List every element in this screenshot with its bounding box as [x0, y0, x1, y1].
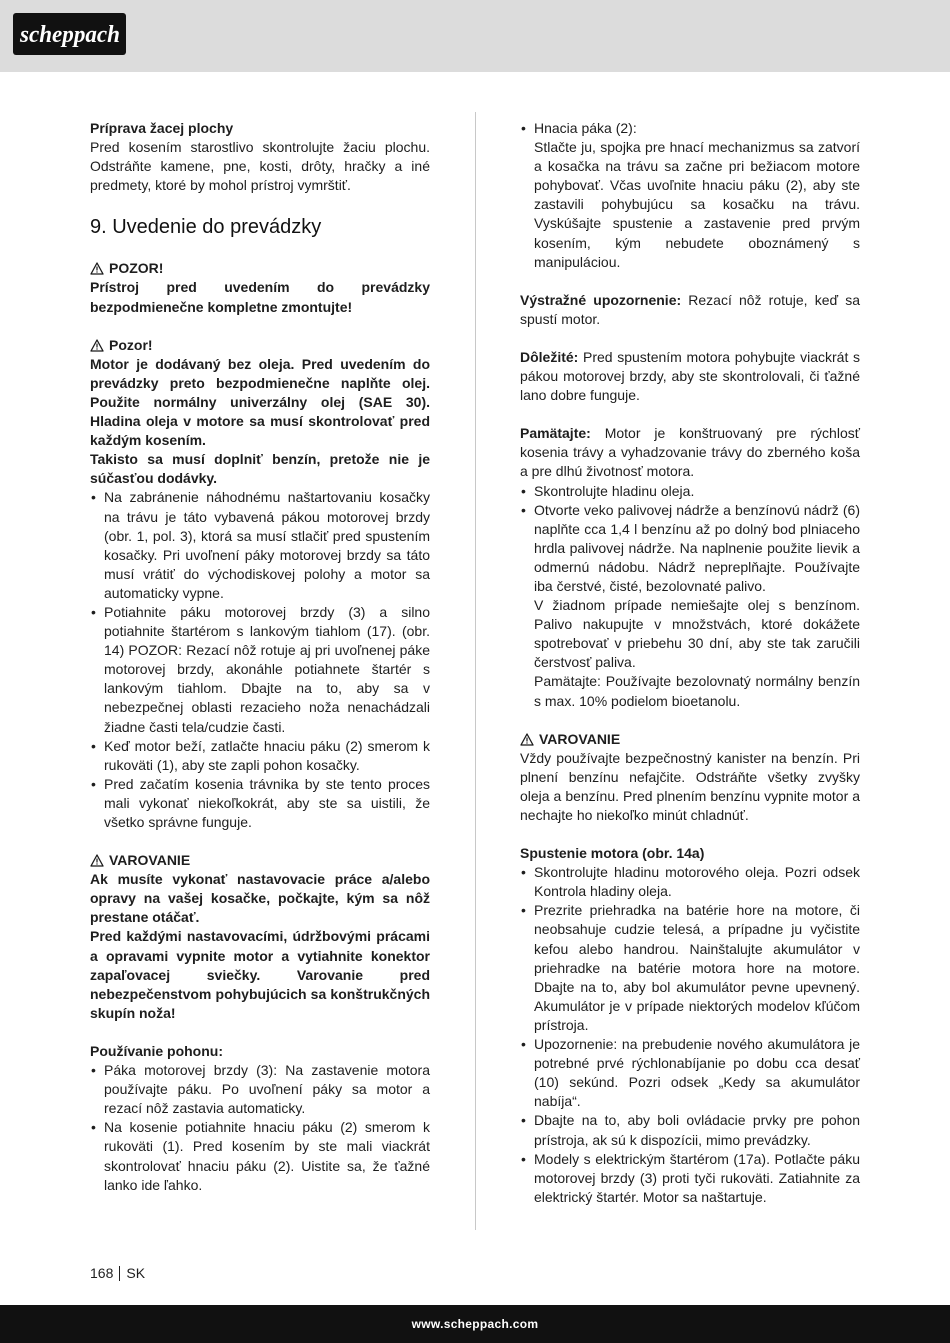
- page-footer: [90, 1265, 145, 1281]
- warning-notice-label: Výstražné upozornenie:: [520, 291, 682, 308]
- caution-text: Prístroj pred uvedením do prevádzky bezpodmienečne kompletne zmontujte!: [90, 279, 430, 315]
- warning-triangle-icon: [520, 733, 534, 746]
- caution-text: Motor je dodávaný bez oleja. Pred uvedením do prevádzky preto bezpodmienečne naplňte olej. Použite normálny univerzálny olej (SAE 30). Hladina oleja v motore sa musí skontrolovať pred každým kosením.: [90, 355, 430, 449]
- warning-text: Vždy používajte bezpečnostný kanister na benzín. Pri plnení benzínu nefajčite. Odstráňte všetky zvyšky oleja a benzínu. Pred plnením benzínu vypnite motor a nechajte ho niekoľko minút chladnúť.: [520, 749, 860, 823]
- brand-logo-wordmark: [16, 17, 124, 51]
- prep-heading: Príprava žacej plochy: [90, 120, 234, 136]
- bullet-list: [90, 488, 430, 832]
- warning-text: Ak musíte vykonať nastavovacie práce a/alebo opravy na vašej kosačke, počkajte, kým sa nôž prestane otáčať.: [90, 871, 430, 926]
- drive-lever-text: Stlačte ju, spojka pre hnací mechanizmus sa zatvorí a kosačka na trávu sa začne pri bežiacom motore pohybovať. Včas uvoľnite hnaciu páku (2), aby ste zastavili pohybujúcu sa kosačku na trávu. Vyskúšajte spustenie a zastavenie pred prvým kosením, kým nebudete oboznámený s manipuláciou.: [534, 139, 860, 270]
- warning-notice-text: Rezací nôž rotuje, keď sa spustí motor.: [520, 291, 860, 327]
- left-column: [90, 119, 430, 1195]
- important-note: [520, 348, 860, 405]
- list-item: • Modely s elektrickým štartérom (17a). Potlačte páku motorovej brzdy (3) proti tyči rukoväti. Zatiahnite za elektrický štartér. Motor sa naštartuje.: [520, 1150, 860, 1207]
- caution-text: Takisto sa musí doplniť benzín, pretože nie je súčasťou dodávky.: [90, 451, 430, 487]
- prep-text: Pred kosením starostlivo skontrolujte žaciu plochu. Odstráňte kamene, pne, kosti, drôty, hračky a iné predmety, ktoré by mohol prístroj vymrštiť.: [90, 139, 430, 194]
- fuel-text: • Otvorte veko palivovej nádrže a benzínovú nádrž (6) naplňte cca 1,4 l benzínu až po dolný bod plniaceho hrdla palivovej nádrže. Na naplnenie použite lievik a odmernú nádobu. Nádrž nepreplňajte. Používajte iba čerstvé, čisté, bezolovnaté palivo.: [534, 501, 860, 594]
- column-divider: [475, 112, 476, 1230]
- drive-heading: Používanie pohonu:: [90, 1042, 223, 1059]
- warning-heading: [520, 730, 860, 749]
- caution-label: POZOR!: [109, 260, 164, 277]
- list-item: • Páka motorovej brzdy (3): Na zastavenie motora používajte páku. Po uvoľnení páky sa motor a rezací nôž zastavia automaticky.: [90, 1061, 430, 1118]
- remember-note: [520, 424, 860, 481]
- important-label: Dôležité:: [520, 348, 579, 365]
- bullet-list: [520, 119, 860, 272]
- page-number: 168: [90, 1265, 114, 1281]
- list-item: • Na zabránenie náhodnému naštartovaniu kosačky na trávu je táto vybavená pákou motorovej brzdy (obr. 1, pol. 3), ktorá sa musí stlačiť pred spustením kosačky. Pri uvoľnení páky motorovej brzdy sa táto musí vrátiť do východiskovej polohy a motor sa automaticky vypne.: [90, 488, 430, 603]
- list-item: • Potiahnite páku motorovej brzdy (3) a silno potiahnite štartérom s lankovým tiahlom (17). (obr. 14) POZOR: Rezací nôž rotuje aj pri uvoľnenej páke motorovej brzdy, akonáhle potiahnete štartér s lankovým tiahlom. Dbajte na to, aby sa v nebezpečnej oblasti rezacieho noža nenachádzali žiadne časti tela/cudzie časti.: [90, 603, 430, 737]
- caution-heading: [90, 259, 430, 278]
- warning-notice: [520, 291, 860, 329]
- right-column: [520, 119, 860, 1207]
- remember-label: Pamätajte:: [520, 425, 591, 442]
- language-code: SK: [126, 1265, 146, 1281]
- list-item: • Skontrolujte hladinu motorového oleja. Pozri odsek Kontrola hladiny oleja.: [520, 863, 860, 901]
- bullet-list: [520, 482, 860, 711]
- drive-lever-title: Hnacia páka (2):: [534, 120, 637, 136]
- list-item: • Skontrolujte hladinu oleja.: [520, 482, 860, 501]
- section-title: 9. Uvedenie do prevádzky: [90, 216, 322, 239]
- caution-label: Pozor!: [109, 336, 153, 353]
- warning-triangle-icon: [90, 854, 104, 867]
- warning-heading: [90, 851, 430, 870]
- list-item: • Dbajte na to, aby boli ovládacie prvky pre pohon prístroja, ak sú k dispozícii, mimo prevádzky.: [520, 1111, 860, 1149]
- fuel-subtext: Pamätajte: Používajte bezolovnatý normálny benzín s max. 10% podielom bioetanolu.: [534, 673, 860, 709]
- warning-triangle-icon: [90, 262, 104, 275]
- fuel-subtext: V žiadnom prípade nemiešajte olej s benzínom. Palivo nakupujte v množstvách, ktoré dokážete spotrebovať v priebehu 30 dní, aby ste tak zaručili čerstvosť paliva.: [534, 597, 860, 671]
- list-item: • Upozornenie: na prebudenie nového akumulátora je potrebné prvé rýchlonabíjanie po dobu cca desať (10) sekúnd. Pozri odsek „Kedy sa akumulátor nabíja“.: [520, 1035, 860, 1111]
- warning-text: Pred každými nastavovacími, údržbovými prácami a opravami vypnite motor a vytiahnite konektor zapaľovacej sviečky. Varovanie pred nebezpečenstvom pohybujúcich sa konštrukčných skupín noža!: [90, 928, 430, 1021]
- header-band: [0, 0, 950, 72]
- brand-logo: [13, 13, 126, 55]
- warning-label: VAROVANIE: [539, 730, 621, 747]
- list-item: • Keď motor beží, zatlačte hnaciu páku (2) smerom k rukoväti (1), aby ste zapli pohon kosačky.: [90, 737, 430, 775]
- bullet-list: [90, 1061, 430, 1195]
- footer-separator: [119, 1266, 120, 1281]
- list-item: [520, 119, 860, 272]
- footer-url[interactable]: www.scheppach.com: [411, 1317, 539, 1331]
- list-item: • Pred začatím kosenia trávnika by ste tento proces mali vykonať niekoľkokrát, aby ste sa uistili, že všetko správne funguje.: [90, 775, 430, 832]
- remember-text: Motor je konštruovaný pre rýchlosť kosenia trávy a vyhadzovanie trávy do zberného koša a pre dlhú životnosť motora.: [520, 425, 860, 480]
- start-heading: Spustenie motora (obr. 14a): [520, 845, 705, 862]
- bullet-list: [520, 863, 860, 1207]
- list-item: [520, 501, 860, 711]
- warning-triangle-icon: [90, 339, 104, 352]
- logo-text: scheppach: [18, 22, 120, 48]
- caution-heading: [90, 336, 430, 355]
- warning-label: VAROVANIE: [109, 852, 191, 869]
- list-item: • Na kosenie potiahnite hnaciu páku (2) smerom k rukoväti (1). Pred kosením by ste mali viackrát skontrolovať hnaciu páku (2). Uistite sa, že ťažné lanko ide ľahko.: [90, 1118, 430, 1194]
- list-item: • Prezrite priehradka na batérie hore na motore, či neobsahuje cudzie telesá, a prípadne ju vyčistite kefou alebo handrou. Nainštalujte akumulátor v priehradke na batérie motora hore na motore. Dbajte na to, aby bol akumulátor pevne upevnený. Akumulátor je v prípade niektorých modelov kľúčom prístroja.: [520, 901, 860, 1035]
- important-text: Pred spustením motora pohybujte viackrát s pákou motorovej brzdy, aby ste skontrolovali, či ťažné lano dobre funguje.: [520, 348, 860, 404]
